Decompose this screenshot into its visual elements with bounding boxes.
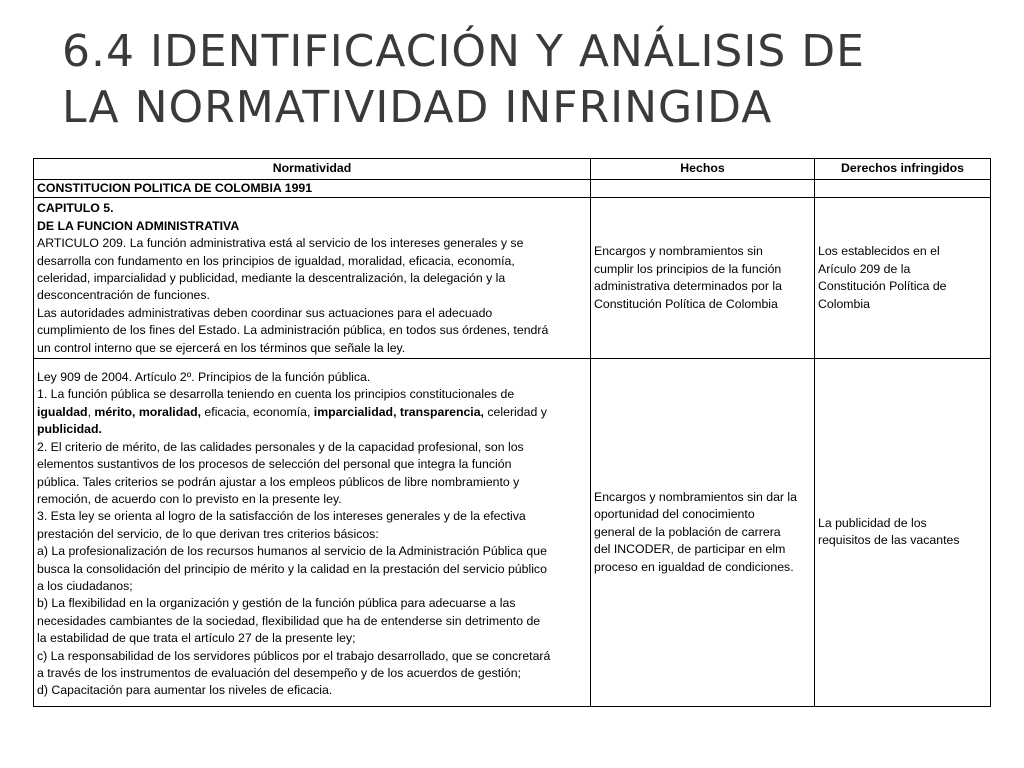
derechos-line: Colombia bbox=[818, 296, 870, 311]
table-header-row bbox=[34, 159, 991, 180]
norm-line: desarrolla con fundamento en los principios de igualdad, moralidad, eficacia, economía, bbox=[37, 253, 515, 268]
norm-line: c) La responsabilidad de los servidores públicos por el trabajo desarrollado, que se concretará bbox=[37, 648, 551, 663]
hechos-line: Encargos y nombramientos sin bbox=[594, 244, 763, 259]
empty-cell bbox=[815, 180, 991, 198]
title-line-2: LA NORMATIVIDAD INFRINGIDA bbox=[62, 82, 773, 133]
hechos-line: Encargos y nombramientos sin dar la bbox=[594, 489, 797, 504]
derechos-line: La publicidad de los bbox=[818, 516, 927, 531]
norm-line: 2. El criterio de mérito, de las calidades personales y de la capacidad profesional, son los bbox=[37, 439, 524, 454]
norm-line: busca la consolidación del principio de mérito y la calidad en la prestación del servicio público bbox=[37, 561, 547, 576]
hechos-cell-1 bbox=[591, 198, 815, 359]
derechos-line: requisitos de las vacantes bbox=[818, 533, 960, 548]
hechos-line: cumplir los principios de la función bbox=[594, 261, 782, 276]
norms-table bbox=[33, 158, 991, 707]
norm-line: publicidad. bbox=[37, 422, 102, 437]
header-derechos: Derechos infringidos bbox=[815, 159, 991, 180]
hechos-line: Constitución Política de Colombia bbox=[594, 296, 778, 311]
norm-line: d) Capacitación para aumentar los niveles de eficacia. bbox=[37, 683, 333, 698]
table-row bbox=[34, 359, 991, 707]
norm-line: a) La profesionalización de los recursos humanos al servicio de la Administración Pública que bbox=[37, 544, 547, 559]
norm-line: un control interno que se ejercerá en los términos que señale la ley. bbox=[37, 340, 406, 355]
norm-line: desconcentración de funciones. bbox=[37, 288, 210, 303]
norm-line: prestación del servicio, de lo que derivan tres criterios básicos: bbox=[37, 526, 379, 541]
norm-line: Las autoridades administrativas deben coordinar sus actuaciones para el adecuado bbox=[37, 305, 493, 320]
table-row bbox=[34, 198, 991, 359]
norm-line: 1. La función pública se desarrolla teniendo en cuenta los principios constitucionales de bbox=[37, 387, 515, 402]
norm-line-mixed bbox=[37, 404, 587, 421]
norm-line: 3. Esta ley se orienta al logro de la satisfacción de los intereses generales y de la efectiva bbox=[37, 509, 526, 524]
norm-line: celeridad, imparcialidad y publicidad, mediante la descentralización, la delegación y la bbox=[37, 271, 506, 286]
plain-text: , bbox=[87, 404, 95, 419]
norm-line: a través de los instrumentos de evaluación del desempeño y de los acuerdos de gestión; bbox=[37, 665, 521, 680]
norm-line: cumplimiento de los fines del Estado. La administración pública, en todos sus órdenes, tendrá bbox=[37, 323, 549, 338]
norm-line: remoción, de acuerdo con lo previsto en la presente ley. bbox=[37, 491, 342, 506]
hechos-line: administrativa determinados por la bbox=[594, 279, 782, 294]
hechos-line: del INCODER, de participar en elm bbox=[594, 542, 786, 557]
plain-text: celeridad y bbox=[483, 404, 547, 419]
empty-cell bbox=[591, 180, 815, 198]
norm-line: ARTICULO 209. La función administrativa está al servicio de los intereses generales y se bbox=[37, 236, 524, 251]
hechos-line: proceso en igualdad de condiciones. bbox=[594, 559, 794, 574]
derechos-line: Arículo 209 de la bbox=[818, 261, 911, 276]
header-normatividad: Normatividad bbox=[34, 159, 591, 180]
header-hechos: Hechos bbox=[591, 159, 815, 180]
derechos-cell-2 bbox=[815, 359, 991, 707]
plain-text: eficacia, economía, bbox=[201, 404, 314, 419]
norm-cell-1 bbox=[34, 198, 591, 359]
bold-text: igualdad bbox=[37, 404, 88, 419]
hechos-cell-2 bbox=[591, 359, 815, 707]
derechos-line: Los establecidos en el bbox=[818, 244, 940, 259]
bold-text: mérito, moralidad, bbox=[94, 404, 202, 419]
norm-line: b) La flexibilidad en la organización y gestión de la función pública para adecuarse a las bbox=[37, 596, 516, 611]
derechos-line: Constitución Política de bbox=[818, 279, 947, 294]
page-title bbox=[62, 24, 992, 136]
hechos-line: general de la población de carrera bbox=[594, 524, 781, 539]
norm-cell-2 bbox=[34, 359, 591, 707]
section-title: CONSTITUCION POLITICA DE COLOMBIA 1991 bbox=[34, 180, 591, 198]
bold-text: imparcialidad, transparencia, bbox=[313, 404, 484, 419]
table-section-row bbox=[34, 180, 991, 198]
norm-line: la estabilidad de que trata el artículo 27 de la presente ley; bbox=[37, 631, 356, 646]
title-line-1: 6.4 IDENTIFICACIÓN Y ANÁLISIS DE bbox=[62, 26, 865, 77]
norm-line: elementos sustantivos de los procesos de selección del personal que integra la función bbox=[37, 457, 512, 472]
chapter-title: DE LA FUNCION ADMINISTRATIVA bbox=[37, 218, 240, 233]
chapter-label: CAPITULO 5. bbox=[37, 201, 114, 216]
hechos-line: oportunidad del conocimiento bbox=[594, 507, 755, 522]
derechos-cell-1 bbox=[815, 198, 991, 359]
norm-line: pública. Tales criterios se podrán ajustar a los empleos públicos de libre nombramiento y bbox=[37, 474, 520, 489]
norm-line: a los ciudadanos; bbox=[37, 578, 133, 593]
norm-line: necesidades cambiantes de la sociedad, flexibilidad que ha de entenderse sin detrimento de bbox=[37, 613, 541, 628]
norm-line: Ley 909 de 2004. Artículo 2º. Principios de la función pública. bbox=[37, 370, 371, 385]
